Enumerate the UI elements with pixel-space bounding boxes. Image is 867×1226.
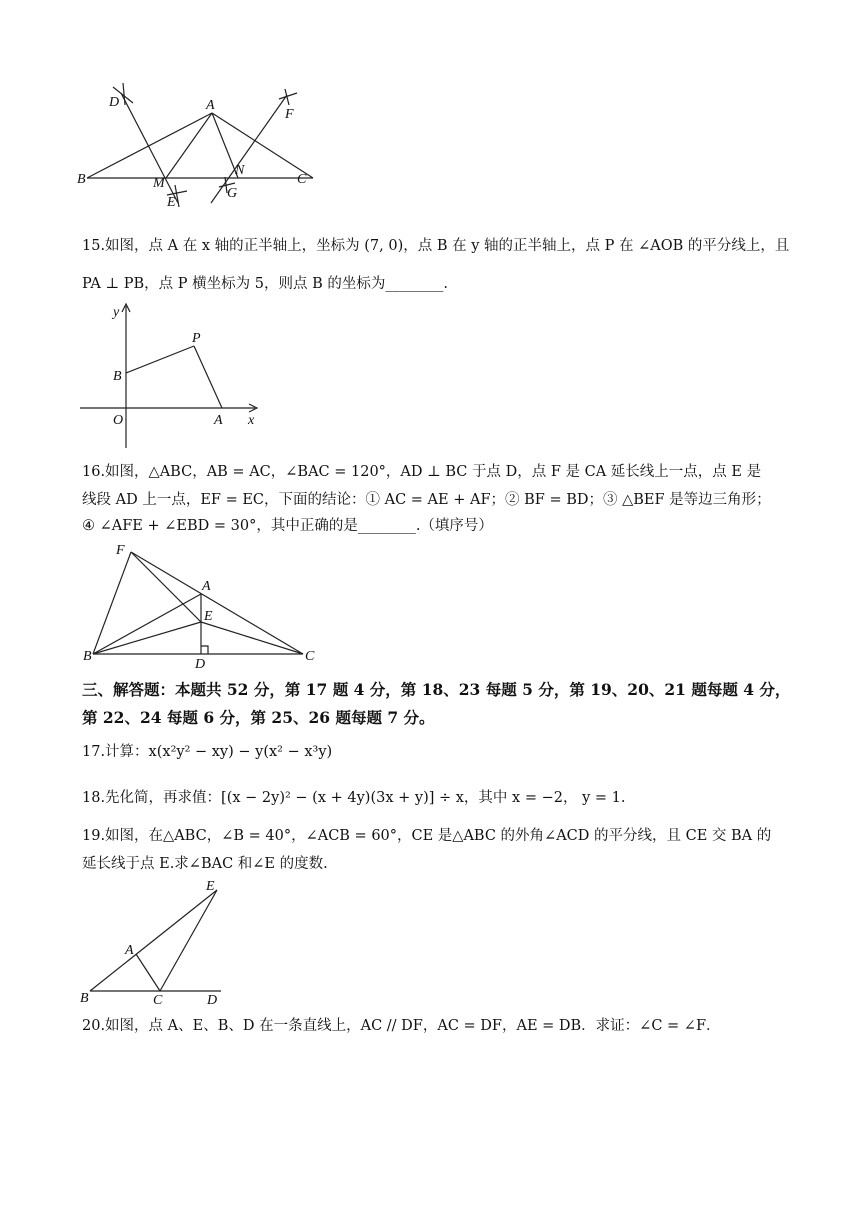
segment-ac (212, 113, 313, 178)
axis-label-x: x (248, 413, 255, 428)
point-label-d: D (195, 657, 206, 670)
arc-mark (279, 93, 297, 99)
segment-pa (194, 346, 222, 408)
axis-label-y: y (113, 305, 120, 320)
segment-fc (131, 552, 303, 654)
q19-line1: 19.如图，在△ABC，∠B = 40°，∠ACB = 60°，CE 是△ABC 的外角∠ACD 的平分线，且 CE 交 BA 的 (82, 828, 772, 844)
q17-text: 17.计算：x(x²y² − xy) − y(x² − x³y) (82, 744, 333, 760)
bisector-fg (211, 95, 287, 203)
figure-q15 (75, 298, 275, 453)
segment-ba (93, 594, 201, 654)
q15-line2: PA ⊥ PB，点 P 横坐标为 5，则点 B 的坐标为________. (82, 276, 448, 292)
point-label-b: B (83, 649, 92, 664)
point-label-c: C (153, 993, 163, 1008)
arc-mark (175, 185, 179, 207)
section3-line2: 第 22、24 每题 6 分，第 25、26 题每题 7 分。 (82, 708, 435, 727)
segment-be (90, 890, 217, 991)
segment-bp (126, 346, 194, 373)
point-label-e: E (204, 609, 213, 624)
point-label-d: D (109, 95, 120, 110)
q16-line3: ④ ∠AFE + ∠EBD = 30°，其中正确的是________.（填序号） (82, 518, 493, 534)
right-angle-mark (201, 646, 208, 654)
q18-text: 18.先化简，再求值：[(x − 2y)² − (x + 4y)(3x + y)] ÷ x，其中 x = −2， y = 1. (82, 790, 626, 806)
point-label-f: F (285, 107, 294, 122)
point-label-e: E (206, 879, 215, 894)
q16-line2: 线段 AD 上一点，EF = EC，下面的结论：① AC = AE + AF；② BF = BD；③ △BEF 是等边三角形； (82, 492, 771, 508)
point-label-b: B (80, 991, 89, 1006)
segment-ce (160, 890, 217, 991)
point-label-a: A (202, 579, 211, 594)
bisector-de (121, 93, 178, 203)
point-label-g: G (227, 186, 238, 201)
q16-line1: 16.如图，△ABC，AB = AC，∠BAC = 120°，AD ⊥ BC 于点 D，点 F 是 CA 延长线上一点，点 E 是 (82, 464, 762, 480)
arc-mark (123, 83, 125, 105)
q15-line1: 15.如图，点 A 在 x 轴的正半轴上，坐标为 (7, 0)，点 B 在 y 轴的正半轴上，点 P 在 ∠AOB 的平分线上，且 (82, 238, 790, 254)
segment-bf (93, 552, 131, 654)
section3-line1: 三、解答题：本题共 52 分，第 17 题 4 分，第 18、23 每题 5 分，第 19、20、21 题每题 4 分， (82, 680, 791, 699)
figure-q14 (75, 75, 335, 215)
q19-line2: 延长线于点 E.求∠BAC 和∠E 的度数. (82, 856, 328, 872)
point-label-p: P (192, 331, 201, 346)
segment-ec (201, 622, 303, 654)
segment-ba (87, 113, 212, 178)
point-label-c: C (297, 172, 307, 187)
segment-be (93, 622, 201, 654)
point-label-n: N (235, 163, 245, 178)
point-label-d: D (207, 993, 218, 1008)
point-label-c: C (305, 649, 315, 664)
point-label-m: M (153, 176, 165, 191)
point-label-f: F (116, 543, 125, 558)
figure-q19 (78, 874, 248, 1009)
point-label-a: A (206, 98, 215, 113)
origin-label-o: O (113, 413, 124, 428)
q20-text: 20.如图，点 A、E、B、D 在一条直线上，AC // DF，AC = DF，AE = DB．求证：∠C = ∠F． (82, 1018, 721, 1034)
figure-q16 (80, 540, 330, 670)
segment-am (166, 113, 212, 178)
point-label-b: B (77, 172, 86, 187)
point-label-e: E (167, 195, 176, 210)
point-label-a: A (125, 943, 134, 958)
segment-ac (136, 954, 160, 991)
point-label-b: B (113, 369, 122, 384)
point-label-a: A (214, 413, 223, 428)
